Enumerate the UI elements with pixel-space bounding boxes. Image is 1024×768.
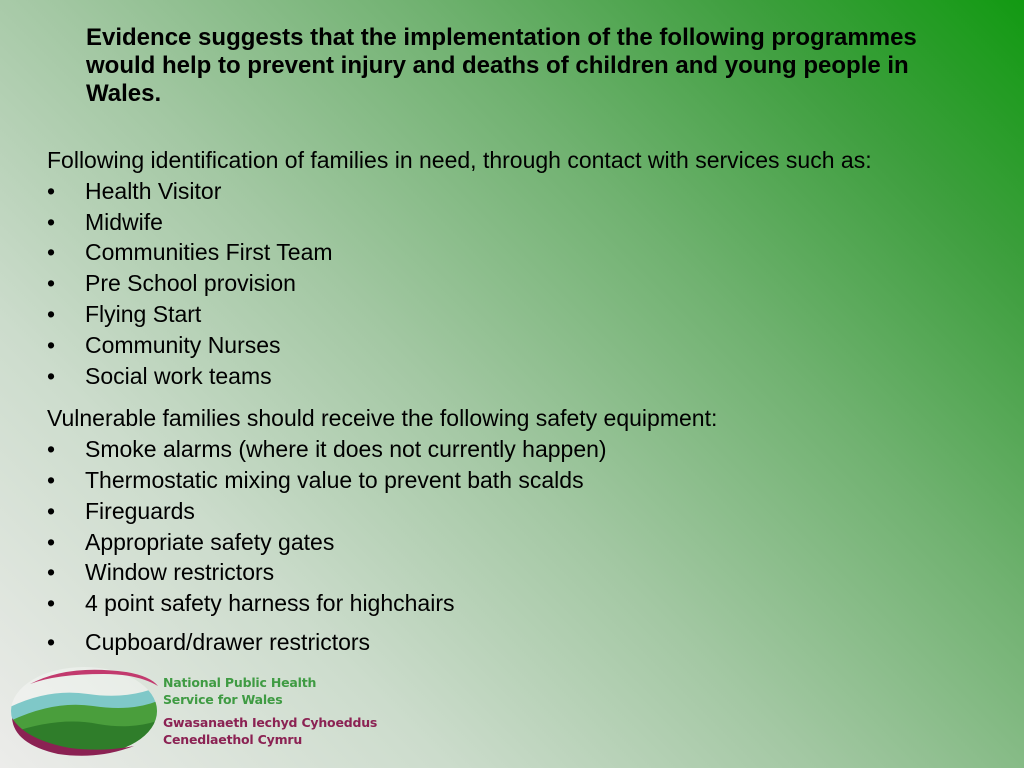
slide-body xyxy=(47,145,1007,658)
nphs-logo-emblem-icon xyxy=(8,664,158,758)
bullet-icon: • xyxy=(47,270,56,297)
bullet-icon: • xyxy=(47,177,56,204)
list-item: • Pre School provision xyxy=(47,268,1007,299)
list-item: • Cupboard/drawer restrictors xyxy=(47,627,1007,658)
list-item: • Appropriate safety gates xyxy=(47,527,1007,558)
equipment-list xyxy=(47,434,1007,658)
bullet-icon: • xyxy=(47,559,56,586)
list-item: • Window restrictors xyxy=(47,557,1007,588)
bullet-icon: • xyxy=(47,436,56,463)
list-item: • Smoke alarms (where it does not currently happen) xyxy=(47,434,1007,465)
list-item: • Community Nurses xyxy=(47,330,1007,361)
bullet-icon: • xyxy=(47,208,56,235)
services-list xyxy=(47,176,1007,392)
list-item: • Health Visitor xyxy=(47,176,1007,207)
list-item: • Fireguards xyxy=(47,496,1007,527)
list-item: • Communities First Team xyxy=(47,237,1007,268)
slide-title: Evidence suggests that the implementation of the following programmes would help to prevent injury and deaths of children and young people in Wales. xyxy=(86,24,917,107)
list-item: • 4 point safety harness for highchairs xyxy=(47,588,1007,619)
bullet-icon: • xyxy=(47,528,56,555)
logo-welsh-name: Gwasanaeth Iechyd Cyhoeddus Cenedlaethol Cymru xyxy=(163,715,378,747)
bullet-icon: • xyxy=(47,239,56,266)
logo-text xyxy=(163,674,377,748)
nphs-logo xyxy=(8,664,388,760)
bullet-icon: • xyxy=(47,331,56,358)
services-intro: Following identification of families in need, through contact with services such as: xyxy=(47,147,872,173)
bullet-icon: • xyxy=(47,300,56,327)
bullet-icon: • xyxy=(47,497,56,524)
bullet-icon: • xyxy=(47,362,56,389)
bullet-icon: • xyxy=(47,590,56,617)
bullet-icon: • xyxy=(47,466,56,493)
list-item: • Social work teams xyxy=(47,361,1007,392)
logo-english-name: National Public Health Service for Wales xyxy=(163,675,317,707)
list-item: • Flying Start xyxy=(47,299,1007,330)
bullet-icon: • xyxy=(47,628,56,655)
list-item: • Midwife xyxy=(47,207,1007,238)
list-item: • Thermostatic mixing value to prevent bath scalds xyxy=(47,465,1007,496)
equipment-intro: Vulnerable families should receive the following safety equipment: xyxy=(47,405,718,432)
